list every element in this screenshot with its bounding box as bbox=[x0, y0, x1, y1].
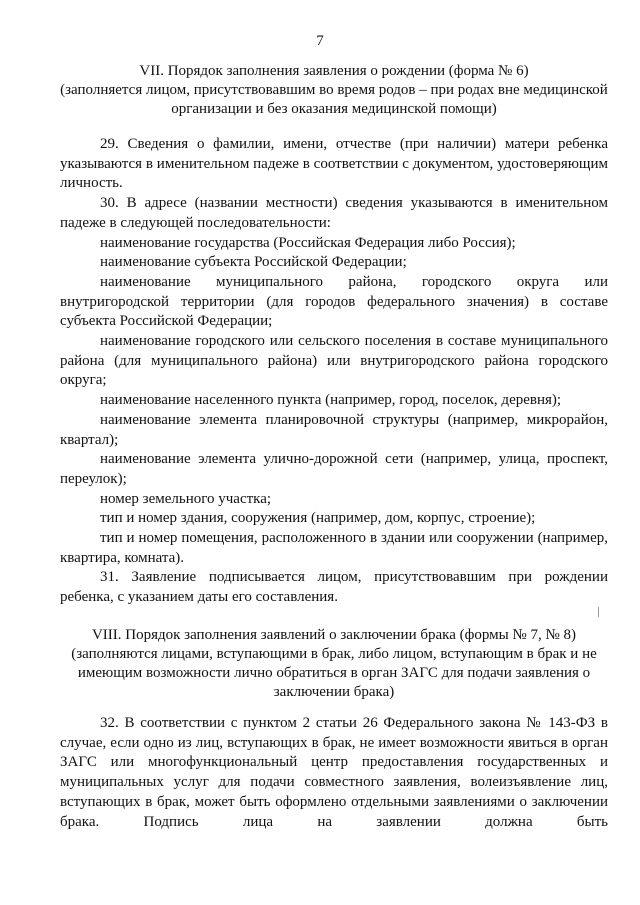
section-7-title: VII. Порядок заполнения заявления о рождении (форма № 6) bbox=[139, 63, 529, 79]
address-item: тип и номер здания, сооружения (например, дом, корпус, строение); bbox=[100, 510, 536, 527]
address-item: тип и номер помещения, расположенного в здании или сооружении (например, квартира, комната). bbox=[60, 530, 608, 566]
paragraph-29: 29. Сведения о фамилии, имени, отчестве (при наличии) матери ребенка указываются в именительном падеже в соответствии с документом, удостоверяющим личность. bbox=[60, 136, 608, 192]
address-item: наименование населенного пункта (например, город, поселок, деревня); bbox=[100, 392, 562, 409]
section-8-heading bbox=[60, 626, 608, 702]
address-item: номер земельного участка; bbox=[100, 490, 272, 507]
section-7-body bbox=[60, 135, 608, 608]
address-item: наименование государства (Российская Федерация либо Россия); bbox=[100, 234, 516, 251]
paragraph-30: 30. В адресе (названии местности) сведения указываются в именительном падеже в следующей последовательности: bbox=[60, 195, 608, 231]
scan-mark bbox=[598, 607, 599, 617]
section-8-title: VIII. Порядок заполнения заявлений о заключении брака (формы № 7, № 8) bbox=[91, 627, 577, 643]
address-item: наименование элемента планировочной структуры (например, микрорайон, квартал); bbox=[60, 411, 608, 448]
address-item: наименование элемента улично-дорожной сети (например, улица, проспект, переулок); bbox=[60, 451, 608, 487]
address-item: наименование городского или сельского поселения в составе муниципального района (для муниципального района) или внутригородского района городского округа; bbox=[60, 333, 608, 389]
address-item: наименование муниципального района, городского округа или внутригородской территории (для городов федерального значения) в составе субъекта Российской Федерации; bbox=[60, 273, 608, 330]
section-8-subtitle: (заполняются лицами, вступающими в брак, либо лицом, вступающим в брак и не имеющим возможности лично обратиться в орган ЗАГС для подачи заявления о заключении брака) bbox=[71, 646, 597, 700]
section-8-body bbox=[60, 714, 608, 832]
page-number: 7 bbox=[316, 33, 324, 49]
paragraph-32: 32. В соответствии с пунктом 2 статьи 26 Федерального закона № 143-ФЗ в случае, если одно из лиц, вступающих в брак, не имеет возможности явиться в орган ЗАГС или многофункциональный центр предоставления государственных и муниципальных услуг для подачи совместного заявления, волеизъявление лиц, вступающих в брак, может быть оформлено отдельными заявлениями о заключении брака. Подпись лица на заявлении должна быть bbox=[60, 715, 608, 830]
paragraph-31: 31. Заявление подписывается лицом, присутствовавшим при рождении ребенка, с указанием даты его составления. bbox=[60, 569, 608, 606]
section-7-heading bbox=[60, 62, 608, 119]
section-7-subtitle: (заполняется лицом, присутствовавшим во время родов – при родах вне медицинской организации и без оказания медицинской помощи) bbox=[60, 82, 608, 117]
address-item: наименование субъекта Российской Федерации; bbox=[100, 254, 407, 271]
